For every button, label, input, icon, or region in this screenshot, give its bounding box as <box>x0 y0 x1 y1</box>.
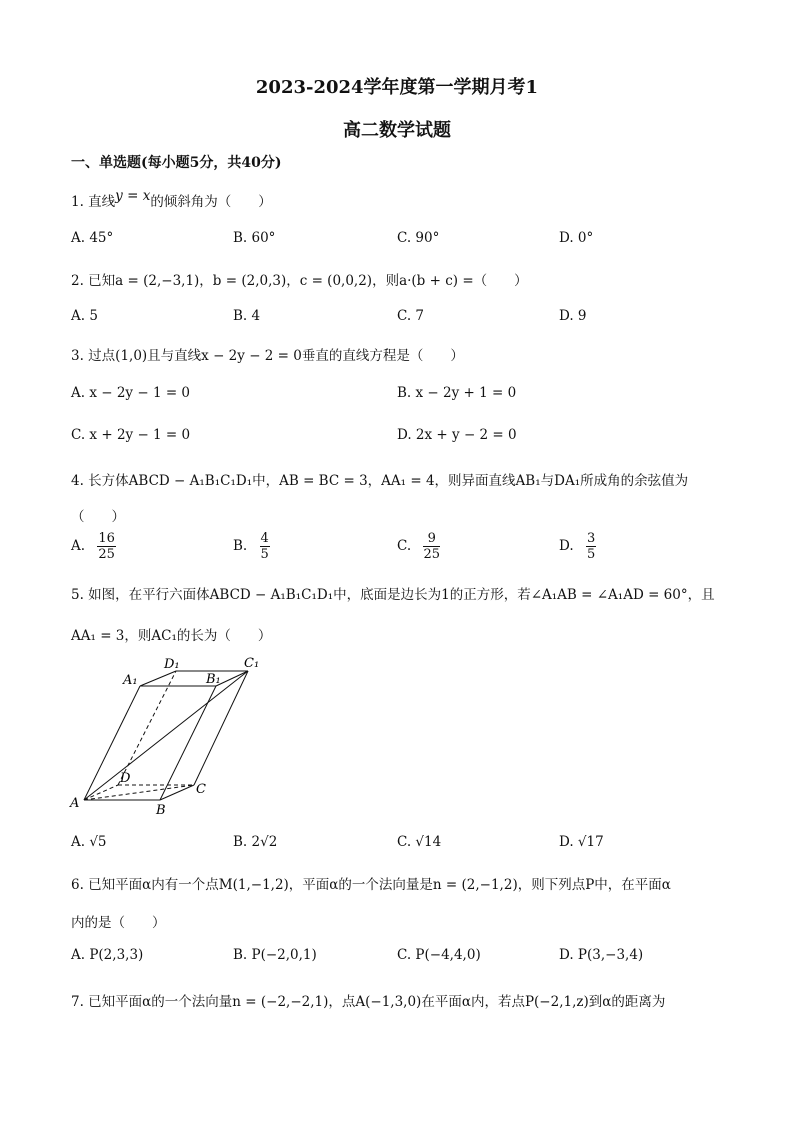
q6-option-a[interactable]: A. P(2,3,3) <box>71 947 144 963</box>
q2-option-d[interactable]: D. 9 <box>559 308 587 324</box>
q4-option-c-fraction <box>423 531 440 562</box>
question-5-stem-line1: 5. 如图，在平行六面体ABCD − A₁B₁C₁D₁中，底面是边长为1的正方形，若∠A₁AB = ∠A₁AD = 60°，且 <box>71 587 715 603</box>
edge-a1-d1 <box>140 671 176 686</box>
q4-option-d-num: 3 <box>586 531 596 546</box>
question-4-stem-line1: 4. 长方体ABCD − A₁B₁C₁D₁中，AB = BC = 3，AA₁ = 4，则异面直线AB₁与DA₁所成角的余弦值为 <box>71 473 689 489</box>
q4-option-a-num: 16 <box>98 531 115 546</box>
label-d1: D₁ <box>164 657 180 672</box>
q6-option-b[interactable]: B. P(−2,0,1) <box>233 947 317 963</box>
q4-option-a-den: 25 <box>98 547 115 562</box>
label-c: C <box>196 782 206 797</box>
q4-option-b-letter: B. <box>233 538 248 554</box>
hidden-edge-d-d1 <box>118 671 176 785</box>
q2-option-b[interactable]: B. 4 <box>233 308 261 324</box>
label-d: D <box>120 771 131 786</box>
q6-option-c[interactable]: C. P(−4,4,0) <box>397 947 481 963</box>
q1-option-c[interactable]: C. 90° <box>397 230 440 246</box>
question-3-stem: 3. 过点(1,0)且与直线x − 2y − 2 = 0垂直的直线方程是（ ） <box>71 348 464 364</box>
q4-option-d-fraction <box>586 531 596 562</box>
q3-option-c[interactable]: C. x + 2y − 1 = 0 <box>71 427 191 443</box>
q4-option-c[interactable] <box>397 531 440 562</box>
q1-stem-post: 的倾斜角为（ ） <box>150 194 272 210</box>
edge-c-c1 <box>194 671 248 785</box>
label-c1: C₁ <box>244 656 260 671</box>
q4-option-c-num: 9 <box>423 531 440 547</box>
q4-option-c-den: 25 <box>423 547 440 562</box>
q5-option-a[interactable]: A. √5 <box>71 834 107 850</box>
q2-option-c[interactable]: C. 7 <box>397 308 425 324</box>
q1-option-d[interactable]: D. 0° <box>559 230 594 246</box>
question-5-stem-line2: AA₁ = 3，则AC₁的长为（ ） <box>71 628 272 644</box>
q4-option-a-fraction <box>97 531 116 562</box>
q4-option-b-num: 4 <box>260 531 269 546</box>
q5-option-b[interactable]: B. 2√2 <box>233 834 278 850</box>
q3-option-d[interactable]: D. 2x + y − 2 = 0 <box>397 427 517 443</box>
q1-stem-pre: 1. 直线 <box>71 194 116 210</box>
label-b1: B₁ <box>206 672 221 687</box>
q3-option-a[interactable]: A. x − 2y − 1 = 0 <box>71 385 191 401</box>
q5-option-d[interactable]: D. √17 <box>559 834 604 850</box>
q4-option-c-letter: C. <box>397 538 412 554</box>
question-7-stem-line1: 7. 已知平面α的一个法向量n = (−2,−2,1)，点A(−1,3,0)在平面α内，若点P(−2,1,z)到α的距离为 <box>71 994 666 1010</box>
q4-option-b-fraction <box>260 531 270 562</box>
exam-subtitle: 高二数学试题 <box>343 120 451 141</box>
q4-option-b[interactable] <box>233 531 270 562</box>
question-6-stem-line1: 6. 已知平面α内有一个点M(1,−1,2)，平面α的一个法向量是n = (2,−1,2)，则下列点P中，在平面α <box>71 877 671 893</box>
q1-stem-math: y = x <box>115 188 151 204</box>
q4-option-b-den: 5 <box>260 547 269 562</box>
q5-option-c[interactable]: C. √14 <box>397 834 442 850</box>
q1-option-a[interactable]: A. 45° <box>71 230 114 246</box>
label-a: A <box>70 796 80 811</box>
q4-option-d[interactable] <box>559 531 596 562</box>
parallelepiped-figure <box>66 652 286 822</box>
label-b: B <box>156 803 166 818</box>
q6-option-d[interactable]: D. P(3,−3,4) <box>559 947 644 963</box>
q4-option-a-letter: A. <box>71 538 86 554</box>
q2-option-a[interactable]: A. 5 <box>71 308 98 324</box>
question-2-stem: 2. 已知a = (2,−3,1)，b = (2,0,3)，c = (0,0,2)，则a·(b + c) =（ ） <box>71 273 528 289</box>
exam-title: 2023-2024学年度第一学期月考1 <box>255 77 539 98</box>
question-6-stem-line2: 内的是（ ） <box>71 915 166 931</box>
question-4-stem-line2: （ ） <box>71 509 125 525</box>
label-a1: A₁ <box>123 673 138 688</box>
question-1-stem <box>71 190 272 210</box>
q1-option-b[interactable]: B. 60° <box>233 230 276 246</box>
q4-option-a[interactable] <box>71 531 116 562</box>
q4-option-d-letter: D. <box>559 538 574 554</box>
section-heading: 一、单选题(每小题5分，共40分) <box>71 155 282 171</box>
edge-a-a1 <box>84 686 140 800</box>
q4-option-d-den: 5 <box>586 547 596 562</box>
q3-option-b[interactable]: B. x − 2y + 1 = 0 <box>397 385 517 401</box>
